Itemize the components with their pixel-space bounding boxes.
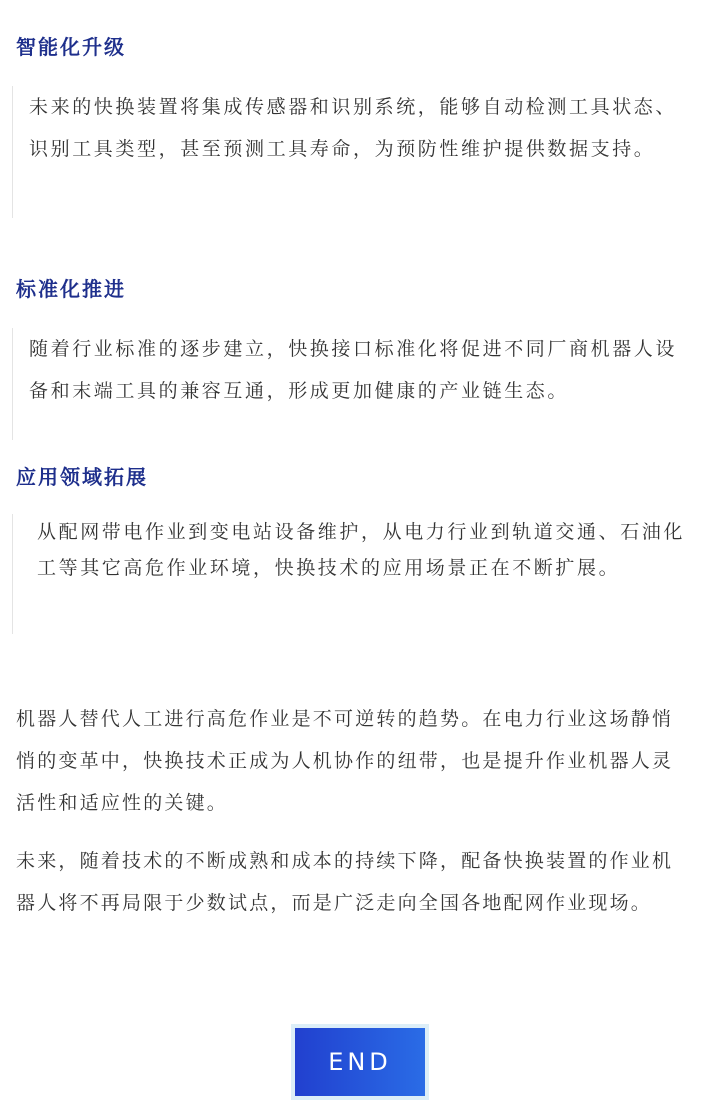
end-button[interactable]: END <box>295 1028 425 1096</box>
section-text-smart-upgrade: 未来的快换装置将集成传感器和识别系统，能够自动检测工具状态、识别工具类型，甚至预测工具寿命，为预防性维护提供数据支持。 <box>29 96 678 160</box>
section-title-application-expansion: 应用领域拓展 <box>16 465 148 489</box>
section-quote-smart-upgrade <box>12 86 691 218</box>
section-quote-application-expansion <box>12 514 691 634</box>
conclusion-paragraph-1: 机器人替代人工进行高危作业是不可逆转的趋势。在电力行业这场静悄悄的变革中，快换技术正成为人机协作的纽带，也是提升作业机器人灵活性和适应性的关键。 <box>16 708 674 814</box>
section-title-standardization: 标准化推进 <box>16 277 126 301</box>
conclusion-paragraph-2: 未来，随着技术的不断成熟和成本的持续下降，配备快换装置的作业机器人将不再局限于少数试点，而是广泛走向全国各地配网作业现场。 <box>16 850 674 914</box>
section-text-standardization: 随着行业标准的逐步建立，快换接口标准化将促进不同厂商机器人设备和末端工具的兼容互通，形成更加健康的产业链生态。 <box>29 338 678 402</box>
section-quote-standardization <box>12 328 691 440</box>
section-text-application-expansion: 从配网带电作业到变电站设备维护，从电力行业到轨道交通、石油化工等其它高危作业环境，快换技术的应用场景正在不断扩展。 <box>37 521 686 579</box>
section-title-smart-upgrade: 智能化升级 <box>16 35 126 59</box>
end-marker-frame <box>291 1024 429 1100</box>
